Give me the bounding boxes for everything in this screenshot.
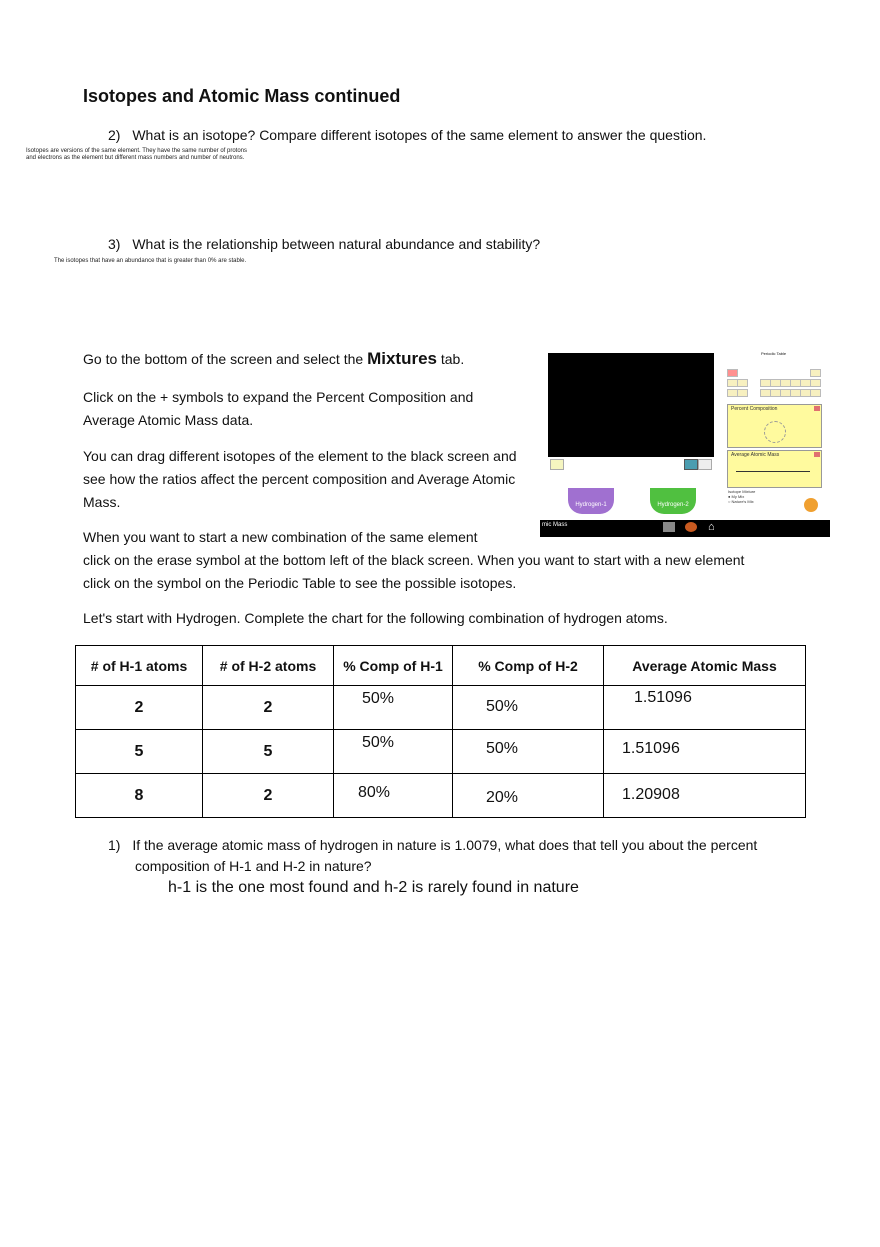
table-cell	[604, 686, 806, 730]
my-mix-label: My Mix	[731, 494, 745, 499]
hydrogen-2-bucket	[650, 488, 696, 514]
question-2-answer-line: Isotopes are versions of the same element. They have the same number of protons	[26, 148, 248, 154]
mixtures-label: Mixtures	[367, 349, 437, 368]
table-row	[76, 730, 806, 774]
periodic-cell	[810, 379, 821, 387]
collapse-icon	[814, 452, 820, 457]
question-1-number: 1)	[108, 837, 121, 853]
answer-value: 80%	[358, 784, 391, 801]
ruler-icon	[698, 459, 712, 470]
question-2-answer	[26, 148, 247, 162]
column-header: # of H-2 atoms	[203, 646, 334, 686]
sim-black-screen	[548, 353, 714, 457]
answer-value: 1.20908	[622, 786, 680, 803]
question-2-answer-line: and electrons as the element but different mass numbers and number of neutrons.	[26, 155, 245, 161]
instruction-mixtures	[83, 347, 533, 371]
periodic-table	[727, 351, 820, 401]
periodic-cell	[810, 389, 821, 397]
column-header: % Comp of H-1	[334, 646, 453, 686]
periodic-cell	[737, 389, 748, 397]
tab-isotopes-icon	[663, 522, 675, 532]
answer-value: 1.51096	[622, 740, 680, 757]
natures-mix-label: Nature's Mix	[731, 499, 754, 504]
answer-value: 50%	[486, 740, 519, 757]
bucket-label: Hydrogen-1	[575, 502, 607, 508]
table-cell: 5	[203, 730, 334, 774]
isotope-mixture-options	[728, 489, 755, 504]
column-header: Average Atomic Mass	[604, 646, 806, 686]
table-cell	[604, 730, 806, 774]
camera-icon	[684, 459, 698, 470]
my-mix-option[interactable]: ● My Mix	[728, 494, 745, 499]
table-cell	[453, 686, 604, 730]
mass-scale-line	[736, 471, 810, 472]
instruction-expand: Click on the + symbols to expand the Percent Composition and Average Atomic Mass data.	[83, 389, 474, 428]
isotope-mixture-label: Isotope Mixture	[728, 489, 756, 494]
table-cell	[604, 774, 806, 818]
home-icon: ⌂	[708, 521, 715, 533]
percent-composition-panel	[727, 404, 822, 448]
answer-value: 1.51096	[634, 689, 692, 706]
answer-value: 50%	[362, 690, 395, 707]
answer-value: 50%	[362, 734, 395, 751]
instruction-line: When you want to start a new combination of the same element	[83, 529, 478, 545]
table-cell	[334, 774, 453, 818]
average-atomic-mass-label: Average Atomic Mass	[731, 452, 780, 458]
instruction-drag: You can drag different isotopes of the element to the black screen and see how the ratios affect the percent composition and Average Atomic Mass.	[83, 448, 517, 510]
question-2-number: 2)	[108, 127, 121, 143]
question-2-text: What is an isotope? Compare different isotopes of the same element to answer the question.	[132, 127, 707, 143]
tab-atomic-mass: mic Mass	[542, 522, 568, 528]
question-3	[108, 236, 540, 252]
column-header: # of H-1 atoms	[76, 646, 203, 686]
pie-chart-placeholder	[764, 421, 786, 443]
periodic-table-label: Periodic Table	[761, 351, 787, 356]
table-row	[76, 686, 806, 730]
instruction-line: click on the erase symbol at the bottom left of the black screen. When you want to start with a new element	[83, 552, 745, 568]
instruction-line: click on the symbol on the Periodic Table to see the possible isotopes.	[83, 575, 517, 591]
column-header: % Comp of H-2	[453, 646, 604, 686]
table-row	[76, 774, 806, 818]
hydrogen-1-bucket	[568, 488, 614, 514]
average-atomic-mass-panel	[727, 450, 822, 488]
natures-mix-option[interactable]: ○ Nature's Mix	[728, 499, 754, 504]
table-cell: 2	[203, 686, 334, 730]
answer-value: 20%	[486, 789, 519, 806]
percent-composition-label: Percent Composition	[731, 406, 778, 412]
reset-icon	[804, 498, 818, 512]
question-1-answer: h-1 is the one most found and h-2 is rarely found in nature	[168, 879, 579, 896]
table-cell	[334, 686, 453, 730]
instruction-text: tab.	[440, 351, 465, 367]
answer-value: 50%	[486, 698, 519, 715]
collapse-icon	[814, 406, 820, 411]
question-3-answer: The isotopes that have an abundance that is greater than 0% are stable.	[54, 258, 247, 264]
question-3-text: What is the relationship between natural abundance and stability?	[132, 236, 541, 252]
table-header-row	[76, 646, 806, 686]
tab-mixtures-icon	[685, 522, 697, 532]
simulation-screenshot	[540, 348, 830, 538]
instruction-chart: Let's start with Hydrogen. Complete the chart for the following combination of hydrogen atoms.	[83, 610, 668, 626]
eraser-icon	[550, 459, 564, 470]
periodic-cell-he	[810, 369, 821, 377]
question-1-text: composition of H-1 and H-2 in nature?	[135, 858, 372, 874]
question-1-line	[108, 835, 757, 856]
question-1-text: If the average atomic mass of hydrogen in nature is 1.0079, what does that tell you about the percent	[132, 837, 758, 853]
instruction-text: Go to the bottom of the screen and select the	[83, 351, 364, 367]
periodic-cell	[737, 379, 748, 387]
hydrogen-chart	[75, 645, 806, 818]
question-3-number: 3)	[108, 236, 121, 252]
question-2	[108, 127, 706, 143]
table-cell: 5	[76, 730, 203, 774]
periodic-cell-h	[727, 369, 738, 377]
table-cell	[453, 774, 604, 818]
table-cell: 2	[203, 774, 334, 818]
question-1	[108, 835, 757, 877]
table-cell	[453, 730, 604, 774]
table-cell: 2	[76, 686, 203, 730]
sim-tab-bar	[540, 520, 830, 537]
table-cell	[334, 730, 453, 774]
page-title: Isotopes and Atomic Mass continued	[83, 86, 401, 106]
bucket-label: Hydrogen-2	[657, 502, 689, 508]
table-cell: 8	[76, 774, 203, 818]
